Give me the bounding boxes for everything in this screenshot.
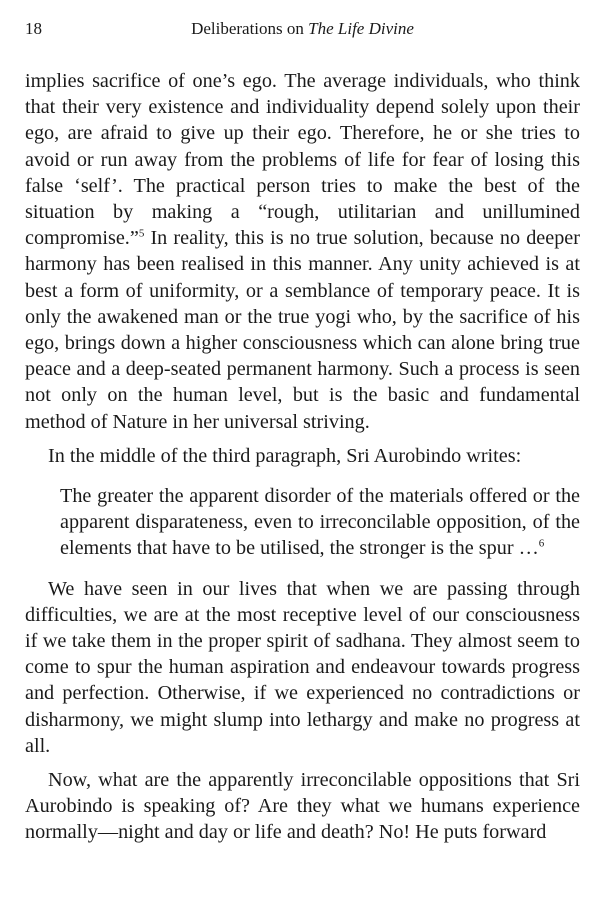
block-quote (60, 483, 580, 562)
paragraph-1-rest: In reality, this is no true solution, because no deeper harmony has been realised in this manner. Any unity achieved is at best a form of uniformity, or a semblance of temporary peace. It is only the awakened man or the true yogi who, by the sacrifice of his ego, brings down a higher consciousness which can alone bring true peace and a deep-seated permanent harmony. Such a process is seen not only on the human level, but is the basic and fundamental method of Nature in her universal striving. (25, 227, 580, 433)
paragraph-intro-quote: In the middle of the third paragraph, Sri Aurobindo writes: (48, 444, 522, 467)
paragraph-continued (25, 68, 580, 435)
body-text (25, 68, 580, 846)
book-page (25, 0, 585, 902)
footnote-ref-6: 6 (538, 537, 545, 550)
page-number: 18 (25, 19, 42, 38)
footnote-ref-5: 5 (138, 227, 145, 240)
running-head (25, 19, 580, 45)
running-title-prefix: Deliberations on (191, 19, 309, 38)
block-quote-text: The greater the apparent disorder of the materials offered or the apparent disparateness, even to irreconcilable opposition, of the elements that have to be utilised, the stronger is the spur … (60, 485, 580, 560)
running-title (25, 19, 580, 39)
paragraph-3: We have seen in our lives that when we are passing through difficulties, we are at the most receptive level of our consciousness if we take them in the proper spirit of sadhana. They almost seem to come to spur the human aspiration and endeavour towards progress and perfection. Otherwise, if we experienced no contradictions or disharmony, we might slump into lethargy and make no progress at all. (25, 577, 580, 757)
running-title-book: The Life Divine (308, 19, 414, 38)
paragraph-1-text: implies sacrifice of one’s ego. The average individuals, who think that their very existence and individuality depend solely upon their ego, are afraid to give up their ego. Therefore, he or she tries to avoid or run away from the problems of life for fear of losing this false ‘self’. The practical person tries to make the best of the situation by making a “rough, utilitarian and unillumined compromise.” (25, 70, 580, 250)
paragraph-4: Now, what are the apparently irreconcilable oppositions that Sri Aurobindo is speaking of? Are they what we humans experience normally—night and day or life and death? No! He puts forward (25, 769, 580, 844)
